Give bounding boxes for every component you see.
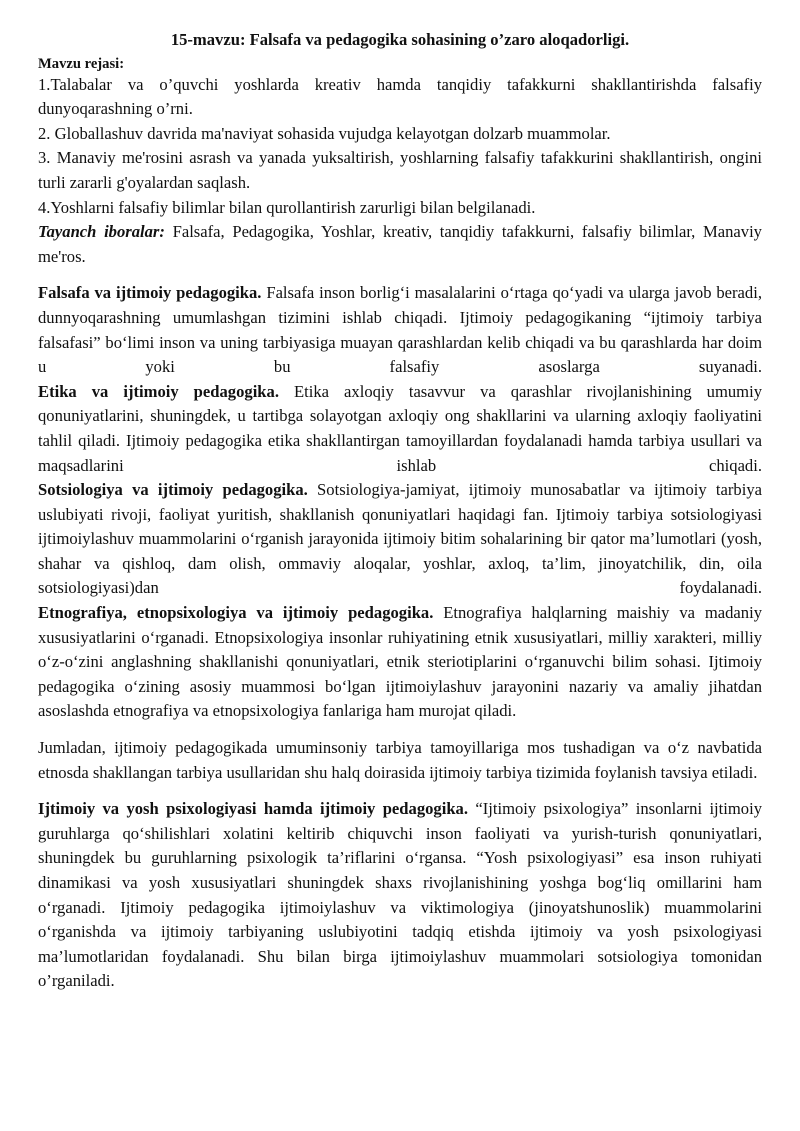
section-sociology <box>38 478 762 601</box>
section-ethnography <box>38 601 762 724</box>
spacer <box>38 724 762 736</box>
section-text: Etnografiya halqlarning maishiy va madaniy xususiyatlarini o‘rganadi. Etnopsixologiya insonlar ruhiyatining etnik xususiyatlari, milliy xarakteri, milliy o‘z-o‘zini anglashning shakllanishi qonuniyatlari, etnik steriotiplarini o‘rganuvchi bilim sohasi. Ijtimoiy pedagogika o‘zining asosiy muammosi bo‘lgan ijtimoiylashuv jarayonini nazariy va amaliy jihatdan asoslashda etnografiya va etnopsixologiya fanlariga ham murojat qiladi. <box>38 603 763 721</box>
plan-item-1: 1.Talabalar va o’quvchi yoshlarda kreativ hamda tanqidiy tafakkurni shakllantirishda falsafiy dunyoqarashning o’rni. <box>38 74 762 119</box>
section-text: Sotsiologiya-jamiyat, ijtimoiy munosabatlar va ijtimoiy tarbiya uslubiyati rivoji, faoliyat yuritish, shakllanish qonuniyatlari haqidagi fan. Ijtimoiy tarbiya sotsiologiyasi ijtimoiylashuv muammolarini o‘rganish jarayonida ijtimoiy bitim sohalarining bir qator ma’lumotlari (yosh, shahar va qishloq, dam olish, ommaviy aloqalar, yoshlar, axloq, ta’lim, jinoyatchilik, din, oila sotsiologiyasi)dan foydalanadi. <box>38 480 762 598</box>
document-page <box>38 28 762 994</box>
plan-label: Mavzu rejasi: <box>38 55 125 72</box>
section-ethics <box>38 380 762 478</box>
section-text: Etika axloqiy tasavvur va qarashlar rivojlanishining umumiy qonuniyatlarini, shuningdek, u tartibga solayotgan axloqiy ong shakllarini va ularning axloqiy faoliyatini tahlil qiladi. Ijtimoiy pedagogika etika shakllantirgan tamoyillardan foydalanadi hamda tarbiya usullari va maqsadlarini ishlab chiqadi. <box>38 381 762 475</box>
document-title: 15-mavzu: Falsafa va pedagogika sohasining o’zaro aloqadorligi. <box>170 30 630 49</box>
section-heading: Falsafa va ijtimoiy pedagogika. <box>38 283 262 303</box>
paragraph-universal-upbringing: Jumladan, ijtimoiy pedagogikada umuminsoniy tarbiya tamoyillariga mos tushadigan va o‘z navbatida etnosda shakllangan tarbiya usullaridan shu halq doirasida ijtimoiy tarbiya tizimida foylanish tavsiya etiladi. <box>38 738 762 782</box>
section-text: Falsafa inson borlig‘i masalalarini o‘rtaga qo‘yadi va ularga javob beradi, dunnyoqarashning umumlashgan tizimini ishlab chiqadi. Ijtimoiy pedagogikaning “ijtimoiy tarbiya falsafasi” bo‘limi inson va uning tarbiyasiga muayan qarashlardan kelib chiqadi va bu qarashlarda har doim u yoki bu falsafiy asoslarga suyanadi. <box>38 283 762 377</box>
section-heading: Etnografiya, etnopsixologiya va ijtimoiy pedagogika. <box>38 603 434 623</box>
keywords-text: Falsafa, Pedagogika, Yoshlar, kreativ, tanqidiy tafakkurni, falsafiy bilimlar, Manaviy me'ros. <box>38 222 762 266</box>
plan-item-3: 3. Manaviy me'rosini asrash va yanada yuksaltirish, yoshlarning falsafiy tafakkurini shakllantirish, ongini turli zararli g'oyalardan saqlash. <box>38 148 762 192</box>
spacer <box>38 269 762 281</box>
section-heading: Ijtimoiy va yosh psixologiyasi hamda ijtimoiy pedagogika. <box>38 799 469 819</box>
section-heading: Sotsiologiya va ijtimoiy pedagogika. <box>38 480 308 500</box>
plan-item-2: 2. Globallashuv davrida ma'naviyat sohasida vujudga kelayotgan dolzarb muammolar. <box>38 123 611 143</box>
section-philosophy <box>38 281 762 379</box>
plan-item-4: 4.Yoshlarni falsafiy bilimlar bilan qurollantirish zarurligi bilan belgilanadi. <box>38 197 536 217</box>
section-social-age-psychology <box>38 797 762 994</box>
keywords-line <box>38 220 762 269</box>
section-heading: Etika va ijtimoiy pedagogika. <box>38 381 279 401</box>
spacer <box>38 785 762 797</box>
keywords-label: Tayanch iboralar: <box>38 222 165 242</box>
section-text: “Ijtimoiy psixologiya” insonlarni ijtimoiy guruhlarga qo‘shilishlari xolatini keltirib chiquvchi inson faoliyati va yurish-turish qonuniyatlari, shuningdek bu guruhlarning psixologik ta’riflarini o‘rgansa. “Yosh psixologiyasi” esa inson ruhiyati dinamikasi va yosh xususiyatlari shuningdek shaxs rivojlanishining yoshga bog‘liq omillarini ham o‘rganadi. Ijtimoiy pedagogika ijtimoiylashuv va viktimologiya (jinoyatshunoslik) muammolarini o‘rganishda va ijtimoiy tarbiyaning uslubiyotini tadqiq etishda ijtimoiy va yosh psixologiyasi ma’lumotlaridan foydalanadi. Shu bilan birga ijtimoiylashuv muammolari sotsiologiya tomonidan o’rganiladi. <box>38 799 762 991</box>
